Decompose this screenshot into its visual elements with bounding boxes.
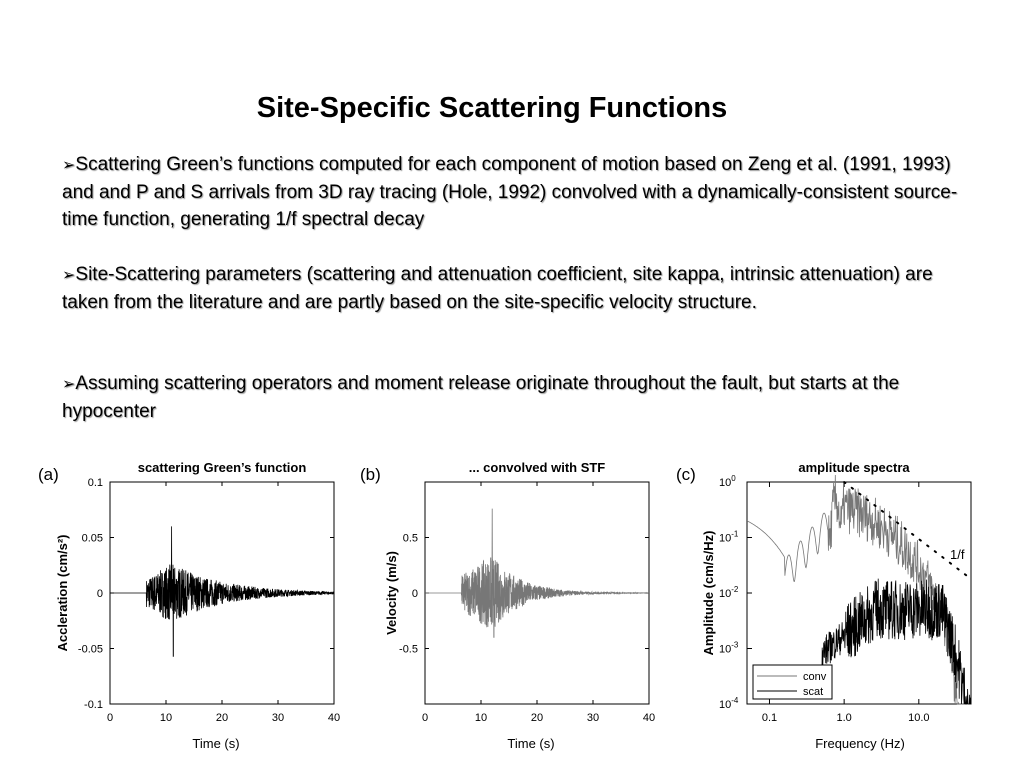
- panel-b-xlabel: Time (s): [507, 736, 555, 751]
- x-tick-label: 20: [530, 712, 544, 724]
- legend-label-scat: scat: [803, 686, 824, 698]
- y-tick-label: -0.5: [399, 643, 418, 656]
- panel-c-label: (c): [676, 465, 696, 484]
- slide-title: Site-Specific Scattering Functions: [256, 92, 728, 124]
- panel-c-title: amplitude spectra: [798, 460, 910, 475]
- x-tick-label: 0.1: [761, 712, 778, 724]
- arrow-bullet-icon: ➢: [62, 376, 76, 393]
- y-tick-label: 0.05: [81, 532, 103, 545]
- bullet-3-text: Assuming scattering operators and moment release originate throughout the fault, but starts at the hypocenter: [62, 373, 900, 422]
- panel-a-ylabel: Accleration (cm/s²): [55, 534, 70, 652]
- waveform-line: [425, 509, 649, 638]
- y-tick-label: 0.1: [87, 477, 103, 489]
- panel-a-title: scattering Green’s function: [137, 460, 307, 475]
- y-tick-label: $10^{-4}$: [719, 696, 739, 711]
- figure-panels: [0, 452, 1024, 768]
- y-tick-label: -0.1: [84, 699, 103, 711]
- y-tick-label: $10^{-1}$: [719, 529, 739, 545]
- bullet-1: [62, 151, 982, 233]
- x-tick-label: 30: [271, 712, 285, 724]
- x-tick-label: 20: [215, 712, 229, 724]
- legend-label-conv: conv: [803, 671, 827, 683]
- arrow-bullet-icon: ➢: [62, 157, 76, 174]
- x-tick-label: 0: [106, 712, 114, 724]
- panel-b-ticks: [399, 482, 655, 724]
- x-tick-label: 0: [421, 712, 429, 724]
- y-tick-label: 0.5: [402, 532, 418, 545]
- y-tick-label: $10^0$: [719, 474, 736, 489]
- panel-a: [38, 460, 340, 751]
- panel-a-label: (a): [38, 465, 59, 484]
- y-tick-label: -0.05: [77, 643, 103, 656]
- panel-a-series: [110, 526, 334, 656]
- panel-b: [360, 460, 655, 751]
- waveform-line: [110, 526, 334, 656]
- panel-a-xlabel: Time (s): [192, 736, 240, 751]
- panel-b-label: (b): [360, 465, 381, 484]
- panel-b-ylabel: Velocity (m/s): [384, 551, 399, 635]
- arrow-bullet-icon: ➢: [62, 267, 76, 284]
- panel-c-xlabel: Frequency (Hz): [815, 736, 905, 751]
- x-tick-label: 1.0: [836, 712, 852, 724]
- x-tick-label: 10.0: [908, 712, 930, 724]
- panel-b-series: [425, 509, 649, 638]
- x-tick-label: 40: [327, 712, 341, 724]
- x-tick-label: 10: [159, 712, 173, 724]
- x-tick-label: 10: [474, 712, 488, 724]
- panel-c: [676, 460, 971, 751]
- y-tick-label: 0: [411, 588, 418, 600]
- bullet-2-text: Site-Scattering parameters (scattering and attenuation coefficient, site kappa, intrinsic attenuation) are taken from the literature and are partly based on the site-specific velocity structure.: [62, 264, 933, 313]
- panel-b-title: ... convolved with STF: [468, 460, 606, 475]
- bullet-1-text: Scattering Green’s functions computed for each component of motion based on Zeng et al. (1991, 1993) and and P and S arrivals from 3D ray tracing (Hole, 1992) convolved with a dynamically-consistent source-time function, generating 1/f spectral decay: [62, 154, 958, 230]
- panel-c-legend: [753, 665, 832, 699]
- x-tick-label: 40: [642, 712, 656, 724]
- x-tick-label: 30: [586, 712, 600, 724]
- bullet-3: [62, 370, 982, 425]
- panel-c-ylabel: Amplitude (cm/s/Hz): [701, 530, 716, 656]
- one-over-f-annotation: 1/f: [950, 547, 965, 562]
- y-tick-label: $10^{-3}$: [719, 640, 739, 656]
- y-tick-label: $10^{-2}$: [719, 585, 739, 600]
- y-tick-label: 0: [96, 588, 103, 600]
- bullet-2: [62, 261, 982, 316]
